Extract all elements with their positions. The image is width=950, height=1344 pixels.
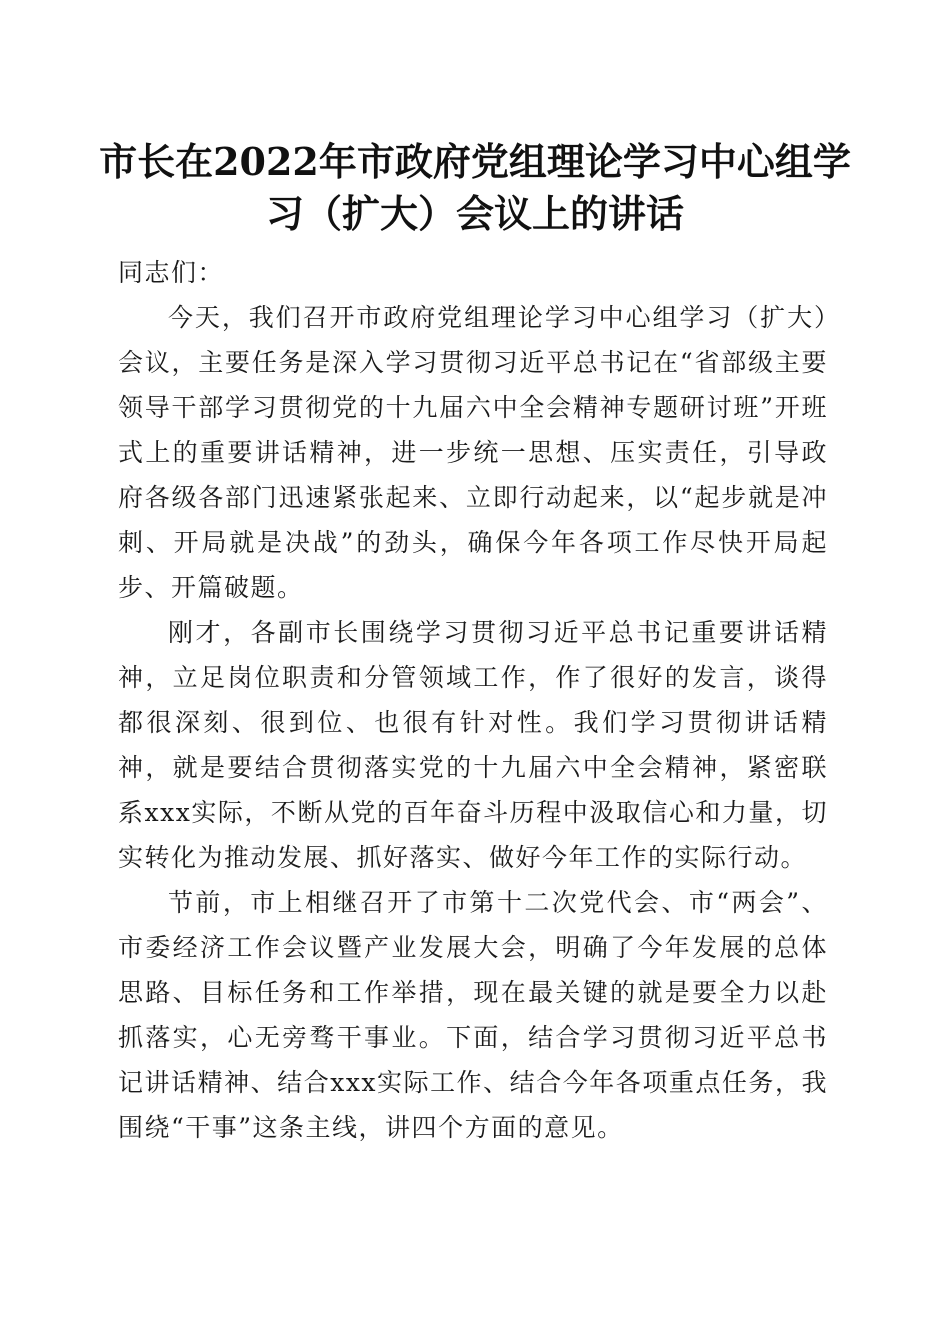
paragraph-3: 节前，市上相继召开了市第十二次党代会、市“两会”、市委经济工作会议暨产业发展大会，明确了今年发展的总体思路、目标任务和工作举措，现在最关键的就是要全力以赴抓落实，心无旁骛干事业。下面，结合学习贯彻习近平总书记讲话精神、结合xxx实际工作、结合今年各项重点任务，我围绕“干事”这条主线，讲四个方面的意见。: [118, 888, 828, 1142]
paragraph-1: 今天，我们召开市政府党组理论学习中心组学习（扩大）会议，主要任务是深入学习贯彻习近平总书记在“省部级主要领导干部学习贯彻党的十九届六中全会精神专题研讨班”开班式上的重要讲话精神，进一步统一思想、压实责任，引导政府各级各部门迅速紧张起来、立即行动起来，以“起步就是冲刺、开局就是决战”的劲头，确保今年各项工作尽快开局起步、开篇破题。: [118, 303, 828, 602]
document-body: [118, 250, 828, 1150]
title-line-1: 市长在2022年市政府党组理论学习中心组学: [99, 139, 851, 184]
paragraph-2: 刚才，各副市长围绕学习贯彻习近平总书记重要讲话精神，立足岗位职责和分管领域工作，作了很好的发言，谈得都很深刻、很到位、也很有针对性。我们学习贯彻讲话精神，就是要结合贯彻落实党的十九届六中全会精神，紧密联系xxx实际，不断从党的百年奋斗历程中汲取信心和力量，切实转化为推动发展、抓好落实、做好今年工作的实际行动。: [118, 618, 828, 872]
document-title: [90, 136, 860, 240]
salutation: 同志们：: [118, 258, 225, 287]
title-line-2: 习（扩大）会议上的讲话: [265, 191, 684, 236]
